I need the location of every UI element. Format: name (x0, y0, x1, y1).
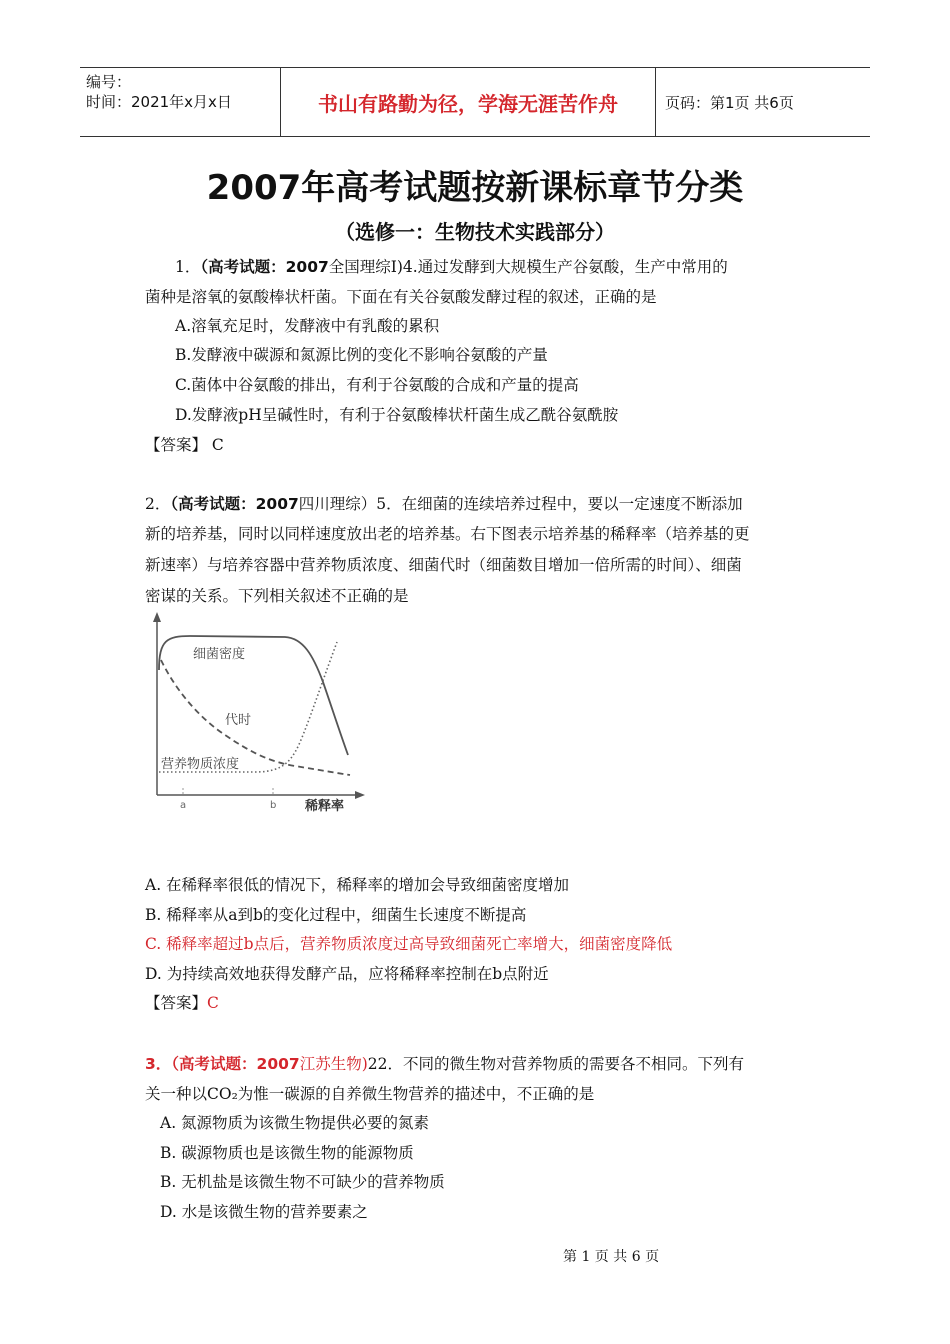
q2-option-a: A. 在稀释率很低的情况下，稀释率的增加会导致细菌密度增加 (145, 876, 570, 894)
page-title: 2007年高考试题按新课标章节分类 (206, 168, 744, 208)
label-generation-time: 代时 (225, 713, 252, 728)
q2-stem-line4: 密谋的关系。下列相关叙述不正确的是 (145, 587, 409, 605)
y-axis-arrow (153, 612, 161, 622)
page-footer: 第 1 页 共 6 页 (563, 1249, 660, 1265)
page-info: 页码：第1页 共6页 (665, 93, 794, 112)
q3-tag: （高考试题：2007 (171, 1055, 300, 1073)
tick-label-b: b (270, 800, 277, 811)
label-nutrient-concentration: 营养物质浓度 (161, 757, 240, 772)
q3-stem-rest: 22．不同的微生物对营养物质的需要各不相同。下列有 (367, 1055, 744, 1073)
q2-option-d: D. 为持续高效地获得发酵产品，应将稀释率控制在b点附近 (145, 965, 549, 983)
x-axis-arrow (355, 791, 365, 799)
q1-option-c: C.菌体中谷氨酸的排出，有利于谷氨酸的合成和产量的提高 (175, 376, 579, 394)
q1-option-a: A.溶氧充足时，发酵液中有乳酸的累积 (175, 317, 440, 335)
x-axis-label: 稀释率 (305, 799, 345, 814)
label-bacterial-density: 细菌密度 (193, 647, 246, 662)
q1-tag: （高考试题：2007 (200, 258, 329, 276)
q3-stem-line1 (145, 1052, 744, 1074)
date-label: 时间：2021年x月x日 (86, 93, 232, 111)
q3-option-a: A. 氮源物质为该微生物提供必要的氮素 (160, 1114, 430, 1132)
q1-stem-line2: 菌种是溶氧的氨酸棒状杆菌。下面在有关谷氨酸发酵过程的叙述，正确的是 (145, 288, 657, 306)
q2-stem-line3: 新速率）与培养容器中营养物质浓度、细菌代时（细菌数目增加一倍所需的时间）、细菌 (145, 556, 742, 574)
q2-tag: （高考试题：2007 (170, 495, 299, 513)
q3-option-c: B. 无机盐是该微生物不可缺少的营养物质 (160, 1173, 445, 1191)
motto: 书山有路勤为径，学海无涯苦作舟 (280, 68, 656, 136)
q1-source: 全国理综Ⅰ)4.通过发酵到大规模生产谷氨酸，生产中常用的 (328, 258, 728, 276)
q2-stem-line1 (145, 492, 743, 514)
q1-option-d: D.发酵液pH呈碱性时，有利于谷氨酸棒状杆菌生成乙酰谷氨酰胺 (175, 406, 619, 424)
header-table (80, 67, 870, 137)
q2-option-c: C. 稀释率超过b点后，营养物质浓度过高导致细菌死亡率增大，细菌密度降低 (145, 935, 673, 953)
q2-answer-value: C (207, 994, 219, 1012)
tick-label-a: a (180, 800, 187, 811)
q2-answer (145, 991, 219, 1013)
q3-number: 3． (145, 1055, 172, 1073)
q2-answer-label: 【答案】 (145, 994, 208, 1012)
q2-stem-line2: 新的培养基，同时以同样速度放出老的培养基。右下图表示培养基的稀释率（培养基的更 (145, 525, 750, 543)
dilution-rate-chart (145, 610, 385, 820)
q3-stem-line2: 关一种以CO₂为惟一碳源的自养微生物营养的描述中，不正确的是 (145, 1085, 595, 1103)
q1-option-b: B.发酵液中碳源和氮源比例的变化不影响谷氨酸的产量 (175, 346, 548, 364)
q2-option-b: B. 稀释率从a到b的变化过程中，细菌生长速度不断提高 (145, 906, 527, 924)
series-bacterial-density (159, 636, 348, 755)
q1-answer: 【答案】 C (145, 436, 224, 454)
q2-source: 四川理综）5．在细菌的连续培养过程中，要以一定速度不断添加 (298, 495, 743, 513)
number-label: 编号： (86, 73, 132, 91)
q3-option-b: B. 碳源物质也是该微生物的能源物质 (160, 1144, 414, 1162)
q3-option-d: D. 水是该微生物的营养要素之 (160, 1203, 368, 1221)
series-nutrient-concentration (159, 642, 337, 772)
q3-source: 江苏生物) (299, 1055, 368, 1073)
header-meta (80, 68, 280, 136)
q1-number: 1． (175, 258, 201, 276)
q1-stem-line1 (175, 255, 728, 277)
q2-number: 2． (145, 495, 171, 513)
page-subtitle: （选修一：生物技术实践部分） (335, 220, 615, 244)
